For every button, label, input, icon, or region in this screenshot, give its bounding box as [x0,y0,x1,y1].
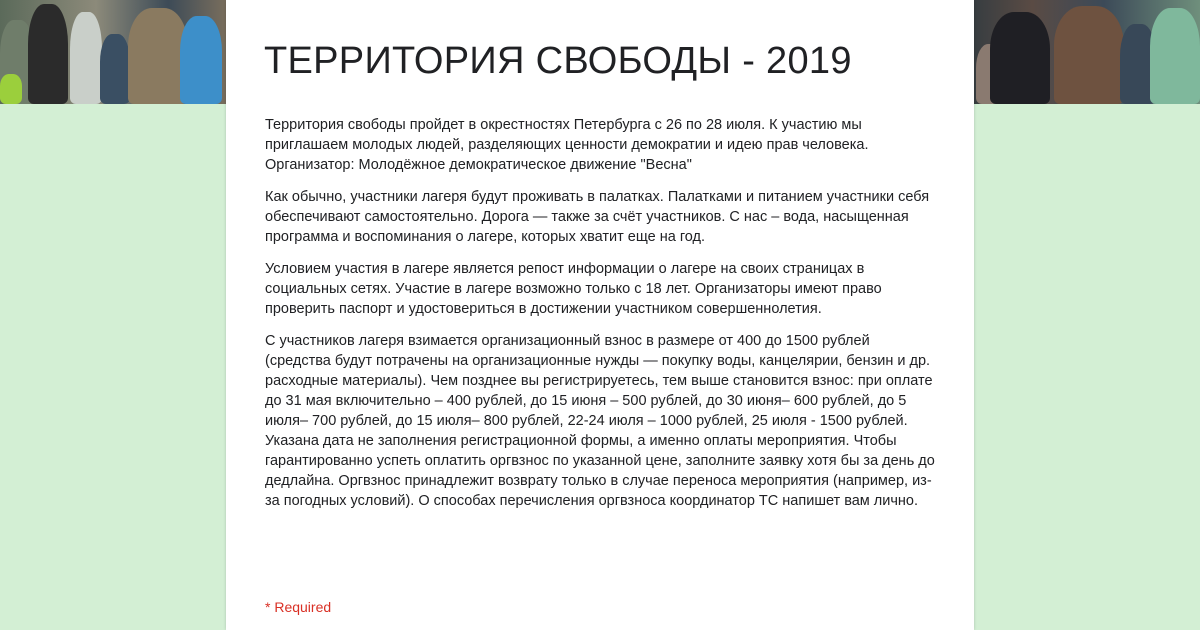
form-description [265,115,937,523]
form-card [226,0,974,630]
description-paragraph: С участников лагеря взимается организационный взнос в размере от 400 до 1500 рублей (средства будут потрачены на организационные нужды — покупку воды, канцелярии, бензин и др. расходные материалы). Чем позднее вы регистрируетесь, тем выше становится взнос: при оплате до 31 мая включительно – 400 рублей, до 15 июня – 500 рублей, до 30 июня– 600 рублей, до 5 июля– 700 рублей, до 15 июля– 800 рублей, 22-24 июля – 1000 рублей, 25 июля - 1500 рублей. Указана дата не заполнения регистрационной формы, а именно оплаты мероприятия. Чтобы гарантированно успеть оплатить оргвзнос по указанной цене, заполните заявку хотя бы за день до дедлайна. Оргвзнос принадлежит возврату только в случае переноса мероприятия (например, из-за погодных условий). О способах перечисления оргвзноса координатор ТС напишет вам лично. [265,333,935,509]
required-note: * Required [265,599,332,615]
description-paragraph: Как обычно, участники лагеря будут проживать в палатках. Палатками и питанием участники себя обеспечивают самостоятельно. Дорога — также за счёт участников. С нас – вода, насыщенная программа и воспоминания о лагере, которых хватит еще на год. [265,189,930,245]
description-paragraph: Территория свободы пройдет в окрестностях Петербурга с 26 по 28 июля. К участию мы приглашаем молодых людей, разделяющих ценности демократии и идею прав человека. Организатор: Молодёжное демократическое движение "Весна" [265,117,869,173]
form-title: ТЕРРИТОРИЯ СВОБОДЫ - 2019 [264,40,852,82]
description-paragraph: Условием участия в лагере является репост информации о лагере на своих страницах в социальных сетях. Участие в лагере возможно только с 18 лет. Организаторы имеют право проверить паспорт и удостовериться в достижении участником совершеннолетия. [265,261,882,317]
